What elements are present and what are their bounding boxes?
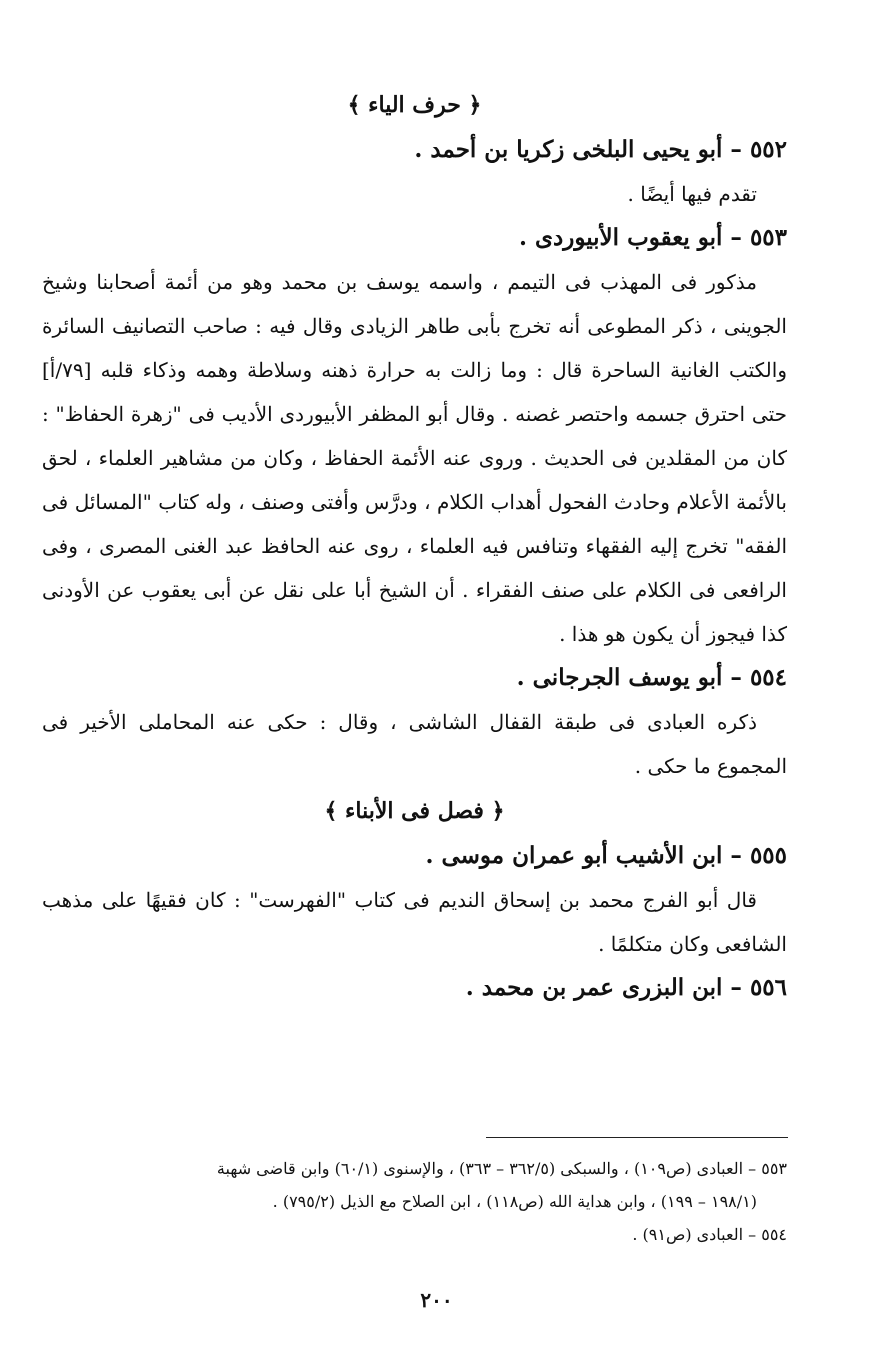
footnote-554: ٥٥٤ – العبادى (ص٩١) . — [632, 1225, 787, 1244]
section-title-ya: ﴿ حرف الياء ﴾ — [347, 92, 482, 118]
entry-552-heading: ٥٥٢ – أبو يحيى البلخى زكريا بن أحمد . — [414, 136, 787, 163]
entry-553-heading: ٥٥٣ – أبو يعقوب الأبيوردى . — [518, 224, 787, 251]
main-text — [42, 82, 787, 1010]
entry-552-body: تقدم فيها أيضًا . — [627, 182, 757, 206]
entry-553-body: مذكور فى المهذب فى التيمم ، واسمه يوسف بن محمد وهو من أئمة أصحابنا وشيخ الجوينى ، ذكر المطوعى أنه تخرج بأبى طاهر الزيادى وقال فيه : صاحب التصانيف السائرة والكتب الغانية الساحرة قال : وما زالت به حرارة ذهنه وسلاطة وهمه وذكاء قلبه [٧٩/أ] حتى احترق جسمه واحتصر غصنه . وقال أبو المظفر الأبيوردى الأديب فى "زهرة الحفاظ" : كان من المقلدين فى الحديث . وروى عنه الأئمة الحفاظ ، وكان من مشاهير العلماء ، لحق بالأئمة الأعلام وحادث الفحول أهداب الكلام ، ودرَّس وأفتى وصنف ، وله كتاب "المسائل فى الفقه" تخرج إليه الفقهاء وتنافس فيه العلماء ، روى عنه الحافظ عبد الغنى المصرى ، وفى الرافعى فى الكلام على صنف الفقراء . أن الشيخ أبا على نقل عن أبى يعقوب عن الأودنى كذا فيجوز أن يكون هو هذا . — [42, 270, 787, 646]
entry-554-body: ذكره العبادى فى طبقة القفال الشاشى ، وقال : حكى عنه المحاملى الأخير فى المجموع ما حكى . — [42, 710, 787, 778]
entry-555-body: قال أبو الفرج محمد بن إسحاق النديم فى كتاب "الفهرست" : كان فقيهًا على مذهب الشافعى وكان متكلمًا . — [42, 888, 787, 956]
section-title-abna: ﴿ فصل فى الأبناء ﴾ — [324, 798, 505, 824]
footnotes — [52, 1152, 787, 1251]
page-number: ٢٠٠ — [420, 1288, 453, 1312]
footnote-553-line1: ٥٥٣ – العبادى (ص١٠٩) ، والسبكى (٣٦٢/٥ – ٣٦٣) ، والإسنوى (٦٠/١) وابن قاضى شهبة — [216, 1159, 787, 1178]
entry-554-heading: ٥٥٤ – أبو يوسف الجرجانى . — [516, 664, 787, 691]
footnote-553-line2: (١٩٨/١ – ١٩٩) ، وابن هداية الله (ص١١٨) ، ابن الصلاح مع الذيل (٧٩٥/٢) . — [272, 1192, 757, 1211]
footnote-divider — [486, 1137, 788, 1138]
entry-556-heading: ٥٥٦ – ابن البزرى عمر بن محمد . — [465, 974, 787, 1001]
entry-555-heading: ٥٥٥ – ابن الأشيب أبو عمران موسى . — [425, 842, 787, 869]
